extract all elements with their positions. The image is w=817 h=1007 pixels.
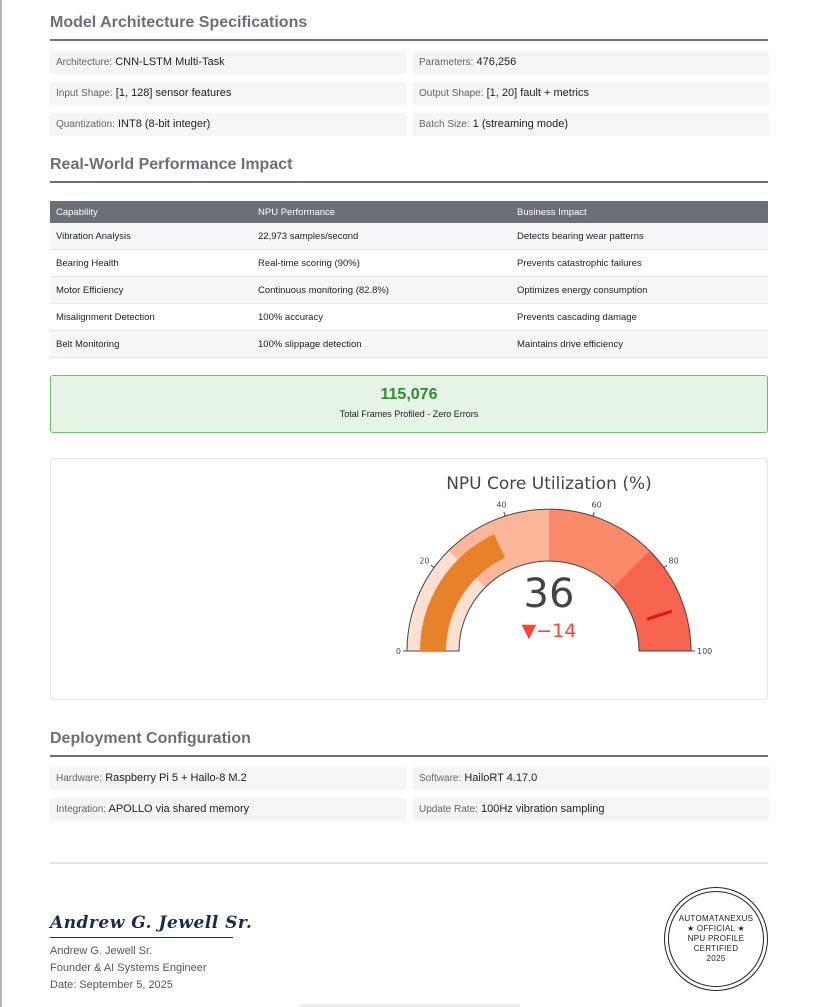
total-frames-banner (50, 375, 768, 433)
gauge-tick-label: 20 (419, 556, 430, 566)
seal-line: NPU PROFILE (687, 934, 745, 943)
gauge-tick (593, 512, 594, 516)
signer-name: Andrew G. Jewell Sr. (50, 945, 153, 957)
seal-line: CERTIFIED (693, 944, 739, 953)
table-cell: Prevents cascading damage (511, 304, 768, 331)
table-cell: 22,973 samples/second (252, 223, 511, 250)
spec-architecture (50, 51, 406, 74)
table-cell: Prevents catastrophic failures (511, 250, 768, 277)
spec-value: 1 (streaming mode) (472, 118, 569, 130)
spec-input-shape (50, 82, 406, 105)
gauge-tick-label: 40 (496, 500, 507, 510)
spec-label: Input Shape: (56, 88, 113, 99)
table-cell: Continuous monitoring (82.8%) (252, 277, 511, 304)
spec-label: Hardware: (56, 773, 103, 784)
spec-label: Software: (419, 773, 462, 784)
spec-batch-size (413, 113, 769, 136)
spec-value: HailoRT 4.17.0 (464, 772, 538, 784)
gauge-tick-label: 0 (395, 647, 401, 656)
seal-line: 2025 (706, 954, 726, 963)
table-row (50, 250, 768, 277)
certification-seal (664, 887, 768, 991)
spec-label: Output Shape: (419, 88, 484, 99)
gauge-tick-label: 80 (668, 556, 679, 566)
spec-parameters (413, 51, 769, 74)
table-cell: 100% accuracy (252, 304, 511, 331)
gauge-title: NPU Core Utilization (%) (446, 474, 652, 494)
spec-value: 476,256 (476, 56, 517, 68)
table-header-row (50, 201, 768, 223)
spec-label: Update Rate: (419, 804, 478, 815)
npu-utilization-chart-card (50, 458, 768, 700)
page-left-border (0, 0, 2, 1007)
table-cell: Bearing Health (50, 250, 252, 277)
gauge-tick (504, 512, 505, 516)
performance-table (50, 201, 768, 358)
table-cell: Vibration Analysis (50, 223, 252, 250)
performance-title: Real-World Performance Impact (50, 156, 768, 183)
divider (50, 862, 768, 864)
spec-software (413, 767, 769, 790)
column-header: Business Impact (511, 201, 768, 223)
table-cell: Maintains drive efficiency (511, 331, 768, 358)
handwritten-signature: Andrew G. Jewell Sr. (50, 913, 253, 933)
spec-quantization (50, 113, 406, 136)
spec-value: Raspberry Pi 5 + Hailo-8 M.2 (105, 772, 247, 784)
column-header: Capability (50, 201, 252, 223)
spec-label: Batch Size: (419, 119, 470, 130)
table-cell: Detects bearing wear patterns (511, 223, 768, 250)
column-header: NPU Performance (252, 201, 511, 223)
deployment-title: Deployment Configuration (50, 730, 768, 757)
table-cell: Real-time scoring (90%) (252, 250, 511, 277)
gauge-tick-label: 60 (591, 500, 602, 510)
gauge-tick (664, 565, 667, 567)
table-row (50, 331, 768, 358)
model-architecture-title: Model Architecture Specifications (50, 14, 768, 41)
spec-value: INT8 (8-bit integer) (118, 118, 211, 130)
seal-line: AUTOMATANEXUS (678, 914, 754, 923)
table-cell: 100% slippage detection (252, 331, 511, 358)
spec-update-rate (413, 798, 769, 821)
total-frames-value: 115,076 (380, 386, 438, 403)
spec-label: Architecture: (56, 57, 113, 68)
gauge-chart (51, 459, 767, 699)
seal-line: ★ OFFICIAL ★ (686, 924, 746, 933)
spec-hardware (50, 767, 406, 790)
table-cell: Misalignment Detection (50, 304, 252, 331)
gauge-value: 36 (523, 571, 575, 617)
total-frames-label: Total Frames Profiled - Zero Errors (339, 409, 479, 419)
seal-inner-ring (668, 891, 764, 987)
spec-value: CNN-LSTM Multi-Task (115, 56, 225, 68)
spec-label: Parameters: (419, 57, 474, 68)
gauge-delta: ▼−14 (521, 620, 577, 642)
spec-value: 100Hz vibration sampling (481, 803, 605, 815)
table-cell: Belt Monitoring (50, 331, 252, 358)
table-cell: Optimizes energy consumption (511, 277, 768, 304)
spec-output-shape (413, 82, 769, 105)
spec-integration (50, 798, 406, 821)
signature-line (50, 937, 233, 938)
table-row (50, 277, 768, 304)
signer-role: Founder & AI Systems Engineer (50, 962, 207, 974)
table-cell: Motor Efficiency (50, 277, 252, 304)
spec-value: [1, 20] fault + metrics (486, 87, 589, 99)
table-row (50, 304, 768, 331)
spec-label: Quantization: (56, 119, 115, 130)
table-row (50, 223, 768, 250)
spec-value: [1, 128] sensor features (115, 87, 232, 99)
gauge-tick-label: 100 (697, 647, 713, 656)
spec-label: Integration: (56, 804, 107, 815)
spec-value: APOLLO via shared memory (108, 803, 250, 815)
gauge-tick (431, 565, 434, 567)
signature-date: Date: September 5, 2025 (50, 979, 173, 991)
